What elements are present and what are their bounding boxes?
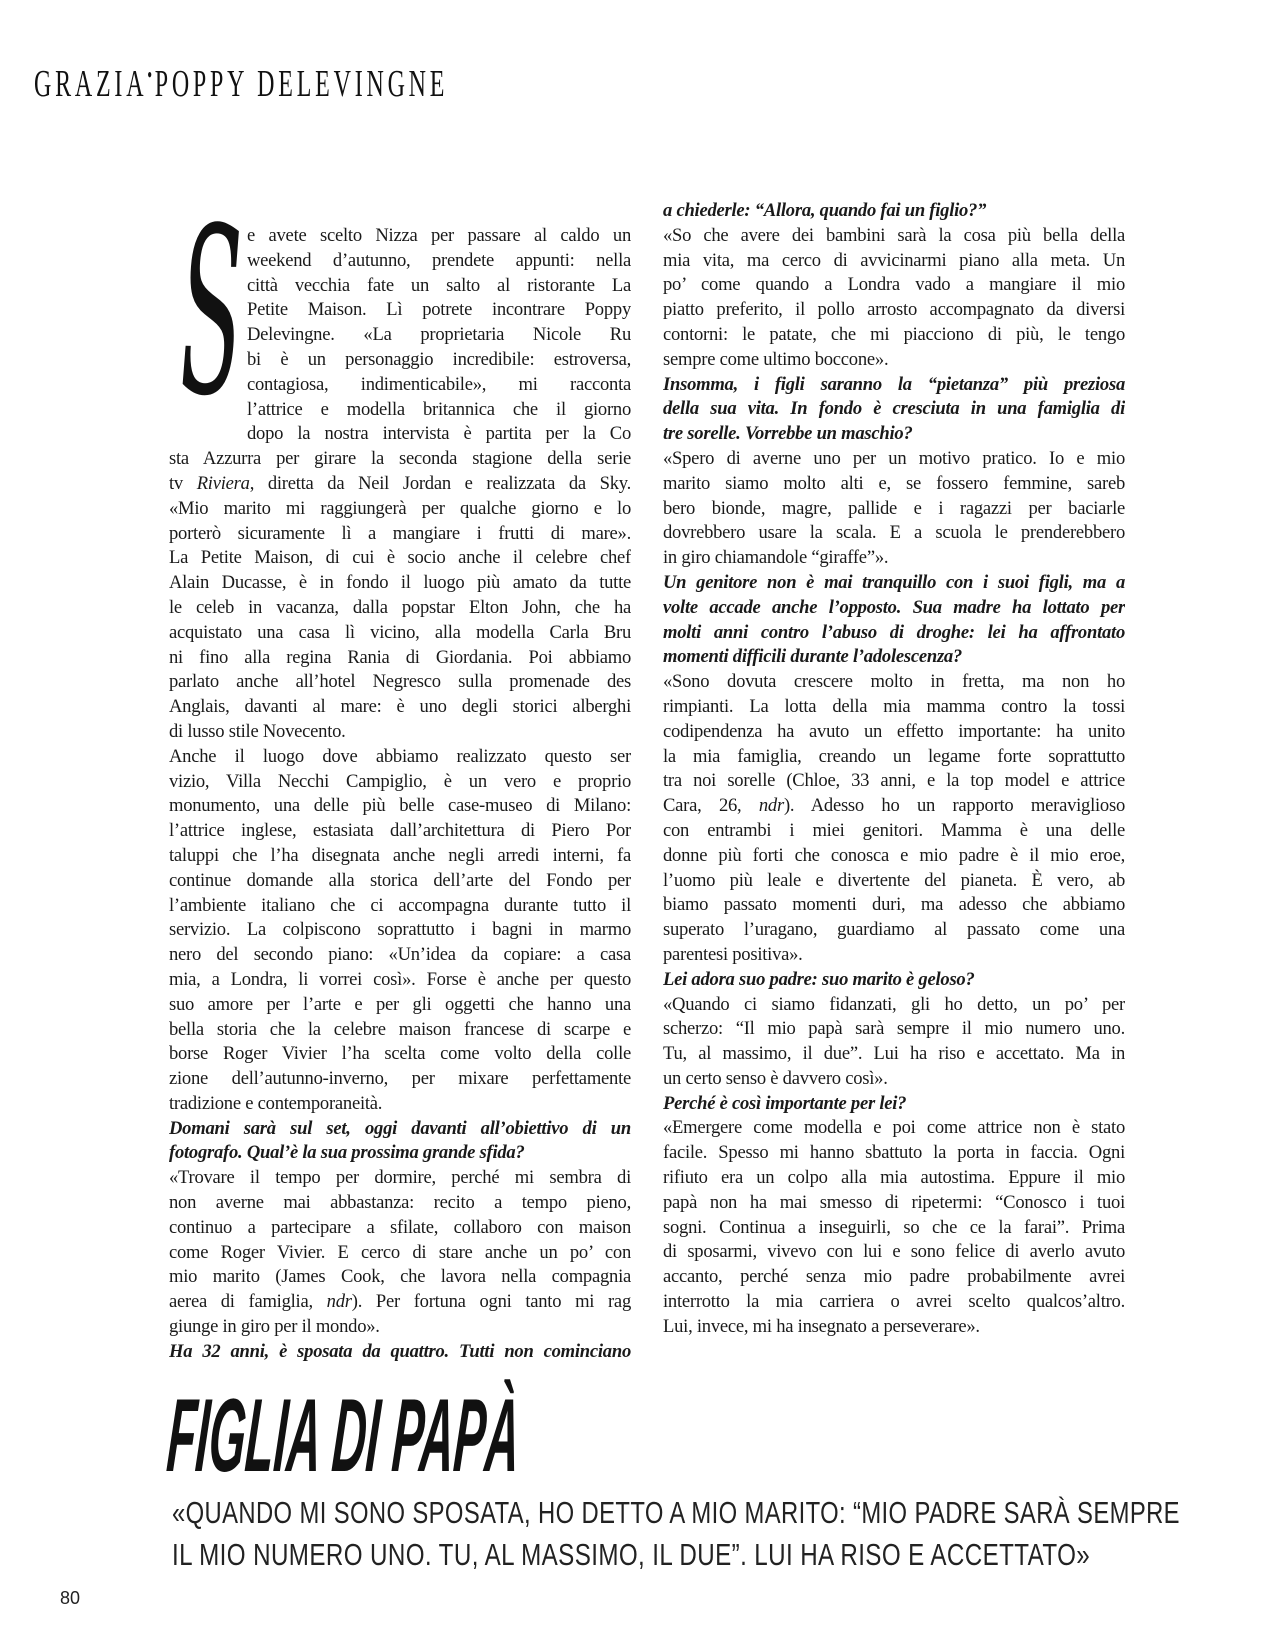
body-text-line: Alain Ducasse, è in fondo il luogo più amato da tutte (169, 572, 631, 594)
interview-question-line: Domani sarà sul set, oggi davanti all’obiettivo di un (169, 1117, 631, 1139)
body-text-line: bero bionde, magre, pallide e i ragazzi per baciarle (663, 497, 1125, 519)
text-run: Cara, 26, (663, 795, 759, 817)
body-text-line: parentesi positiva». (663, 943, 803, 965)
interview-question-line: fotografo. Qual’è la sua prossima grande sfida? (169, 1142, 525, 1164)
body-text-line: monumento, una delle più belle case-museo di Milano: (169, 795, 631, 817)
body-text-line: un certo senso è davvero così». (663, 1067, 888, 1089)
body-text-line: facile. Spesso mi hanno sbattuto la porta in faccia. Ogni (663, 1142, 1125, 1164)
body-text-line: suo amore per l’arte e per gli oggetti che hanno una (169, 993, 631, 1015)
magazine-name: GRAZIA (34, 63, 148, 105)
body-text-line: con entrambi i miei genitori. Mamma è una delle (663, 819, 1125, 841)
body-text-line: «Emergere come modella e poi come attrice non è stato (663, 1117, 1125, 1139)
body-text-line: l’attrice e modella britannica che il giorno (247, 398, 631, 420)
body-text-line: mia, a Londra, li vorrei così». Forse è anche per questo (169, 968, 631, 990)
interview-question-line: molti anni contro l’abuso di droghe: lei ha affrontato (663, 621, 1125, 643)
body-text-line: di sposarmi, vivevo con lui e sono felice di averlo avuto (663, 1241, 1125, 1263)
body-text-line: la mia famiglia, creando un legame forte soprattutto (663, 745, 1125, 767)
interview-question-line: Un genitore non è mai tranquillo con i suoi figli, ma a (663, 571, 1125, 593)
body-text-line: codipendenza ha avuto un effetto importante: ha unito (663, 720, 1125, 742)
body-text-line: mia vita, ma cerco di avvicinarmi piano alla meta. Un (663, 249, 1125, 271)
body-text-line: parlato anche all’hotel Negresco sulla promenade des (169, 671, 631, 693)
body-text-line: contagiosa, indimenticabile», mi racconta (247, 373, 631, 395)
body-text-line: zione dell’autunno-inverno, per mixare perfettamente (169, 1068, 631, 1090)
interview-question-line: volte accade anche l’opposto. Sua madre ha lottato per (663, 596, 1125, 618)
body-text-line: weekend d’autunno, prendete appunti: nella (247, 249, 631, 271)
body-text-line: rifiuto era un colpo alla mia autostima. Eppure il mio (663, 1167, 1125, 1189)
body-text-line: continue domande alla storica dell’arte del Fondo per (169, 869, 631, 891)
body-text-line: Lui, invece, mi ha insegnato a perseverare». (663, 1315, 980, 1337)
body-text-line: Delevingne. «La proprietaria Nicole Ru (247, 324, 631, 346)
text-run: tv (169, 472, 197, 494)
body-text-line: di lusso stile Novecento. (169, 720, 346, 742)
running-header (34, 62, 449, 105)
body-text-line: vizio, Villa Necchi Campiglio, è un vero e proprio (169, 770, 631, 792)
body-text-line: servizio. La colpiscono soprattutto i bagni in marmo (169, 919, 631, 941)
italic-text: ndr (758, 795, 784, 817)
interview-question-line: a chiederle: “Allora, quando fai un figlio?” (663, 200, 987, 221)
page-number: 80 (60, 1588, 81, 1608)
body-text-line: ni fino alla regina Rania di Giordania. Poi abbiamo (169, 646, 631, 668)
body-text-line: acquistato una casa lì vicino, alla modella Carla Bru (169, 621, 631, 643)
body-text-line: La Petite Maison, di cui è socio anche il celebre chef (169, 547, 631, 569)
body-text-line: non averne mai abbastanza: recito a tempo pieno, (169, 1192, 631, 1214)
interview-question-line: Ha 32 anni, è sposata da quattro. Tutti non cominciano (169, 1340, 631, 1362)
body-text-line: Petite Maison. Lì potrete incontrare Poppy (247, 299, 631, 321)
italic-text: ndr (326, 1291, 352, 1313)
pull-quote-line: IL MIO NUMERO UNO. TU, AL MASSIMO, IL DUE”. LUI HA RISO E ACCETTATO» (172, 1537, 1091, 1572)
body-text-line: «Mio marito mi raggiungerà per qualche giorno e lo (169, 497, 631, 519)
body-text-line: Anglais, davanti al mare: è uno degli storici alberghi (169, 696, 631, 718)
body-text-line: dovrebbero usare la scala. E a scuola le prenderebbero (663, 522, 1125, 544)
body-text-line (169, 1290, 631, 1315)
body-text-line: l’uomo più leale e divertente del pianeta. È vero, ab (663, 869, 1125, 891)
body-text-line: marito siamo molto alti e, se fossero femmine, sareb (663, 472, 1125, 494)
text-run: , diretta da Neil Jordan e realizzata da Sky. (249, 472, 631, 494)
body-text-line: piatto preferito, il pollo arrosto accompagnato da diversi (663, 299, 1125, 321)
interview-question-line: Lei adora suo padre: suo marito è geloso? (663, 968, 975, 990)
body-text-line: tradizione e contemporaneità. (169, 1092, 383, 1114)
body-text-line (169, 472, 631, 497)
interview-question-line: Insomma, i figli saranno la “pietanza” più preziosa (663, 373, 1125, 395)
body-text-line: l’ambiente italiano che ci accompagna durante tutto il (169, 894, 631, 916)
body-text-line: rimpianti. La lotta della mia mamma contro la tossi (663, 695, 1125, 717)
body-text-line: l’attrice inglese, estasiata dall’architettura di Piero Por (169, 820, 631, 842)
body-text-line: taluppi che l’ha disegnata anche negli arredi interni, fa (169, 844, 631, 866)
italic-text: Riviera (196, 472, 250, 494)
interview-question-line: momenti difficili durante l’adolescenza? (663, 646, 963, 668)
text-run: aerea di famiglia, (169, 1291, 327, 1313)
body-text-line: sogni. Continua a inseguirli, so che ce la farai”. Prima (663, 1216, 1125, 1238)
body-text-line: accanto, perché senza mio padre probabilmente avrei (663, 1266, 1125, 1288)
body-text-line: superato l’uragano, guardiamo al passato come una (663, 919, 1125, 941)
body-text-line: continuo a partecipare a sfilate, collaboro con maison (169, 1216, 631, 1238)
body-text-line: tra noi sorelle (Chloe, 33 anni, e la top model e attrice (663, 770, 1125, 792)
body-text-line: biamo passato momenti duri, ma adesso che abbiamo (663, 894, 1125, 916)
body-text-line: contorni: le patate, che mi piacciono di più, le tengo (663, 323, 1125, 345)
text-run: ). Per fortuna ogni tanto mi rag (351, 1291, 631, 1313)
body-text-line: sempre come ultimo boccone». (663, 348, 889, 370)
article-column-1 (169, 224, 631, 1365)
body-text-line: giunge in giro per il mondo». (169, 1316, 380, 1338)
body-text-line: interrotto la mia carriera o avrei scelto qualcos’altro. (663, 1291, 1125, 1313)
body-text-line: città vecchia fate un salto al ristorante La (247, 274, 631, 296)
body-text-line: mio marito (James Cook, che lavora nella compagnia (169, 1266, 631, 1288)
body-text-line (663, 794, 1125, 819)
drop-cap: S (180, 180, 244, 447)
body-text-line: le celeb in vacanza, dalla popstar Elton John, che ha (169, 596, 631, 618)
body-text-line: «So che avere dei bambini sarà la cosa più bella della (663, 224, 1125, 246)
body-text-line: «Spero di averne uno per un motivo pratico. Io e mio (663, 447, 1125, 469)
interview-question-line: tre sorelle. Vorrebbe un maschio? (663, 423, 913, 445)
body-text-line: donne più forti che conosca e mio padre è il mio eroe, (663, 844, 1125, 866)
body-text-line: «Sono dovuta crescere molto in fretta, ma non ho (663, 671, 1125, 693)
body-text-line: Anche il luogo dove abbiamo realizzato questo ser (169, 745, 631, 767)
body-text-line: sta Azzurra per girare la seconda stagione della serie (169, 448, 631, 470)
body-text-line: porterò sicuramente lì a mangiare i frutti di mare». (169, 522, 631, 544)
body-text-line: bella storia che la celebre maison francese di scarpe e (169, 1018, 631, 1040)
article-column-2 (663, 199, 1125, 1340)
body-text-line: bi è un personaggio incredibile: estroversa, (247, 348, 631, 370)
body-text-line: papà non ha mai smesso di ripetermi: “Conosco i tuoi (663, 1191, 1125, 1213)
interview-question-line: Perché è così importante per lei? (663, 1092, 907, 1114)
separator-dot: • (147, 62, 155, 87)
pull-title: FIGLIA DI PAPÀ (164, 1378, 524, 1494)
body-text-line: borse Roger Vivier l’ha scelta come volto della colle (169, 1043, 631, 1065)
article-subject: POPPY DELEVINGNE (154, 63, 449, 105)
text-run: ). Adesso ho un rapporto meraviglioso (783, 795, 1125, 817)
interview-question-line: della sua vita. In fondo è cresciuta in una famiglia di (663, 398, 1125, 420)
body-text-line: Tu, al massimo, il due”. Lui ha riso e accettato. Ma in (663, 1043, 1125, 1065)
body-text-line: in giro chiamandole “giraffe”». (663, 547, 889, 569)
pull-quote-line: «QUANDO MI SONO SPOSATA, HO DETTO A MIO MARITO: “MIO PADRE SARÀ SEMPRE (172, 1495, 1180, 1530)
body-text-line: dopo la nostra intervista è partita per la Co (247, 423, 631, 445)
body-text-line: «Quando ci siamo fidanzati, gli ho detto, un po’ per (663, 993, 1125, 1015)
body-text-line: come Roger Vivier. E cerco di stare anche un po’ con (169, 1241, 631, 1263)
body-text-line: scherzo: “Il mio papà sarà sempre il mio numero uno. (663, 1018, 1125, 1040)
body-text-line: po’ come quando a Londra vado a mangiare il mio (663, 274, 1125, 296)
body-text-line: nero del secondo piano: «Un’idea da copiare: a casa (169, 944, 631, 966)
body-text-line: e avete scelto Nizza per passare al caldo un (247, 225, 631, 246)
body-text-line: «Trovare il tempo per dormire, perché mi sembra di (169, 1167, 631, 1189)
